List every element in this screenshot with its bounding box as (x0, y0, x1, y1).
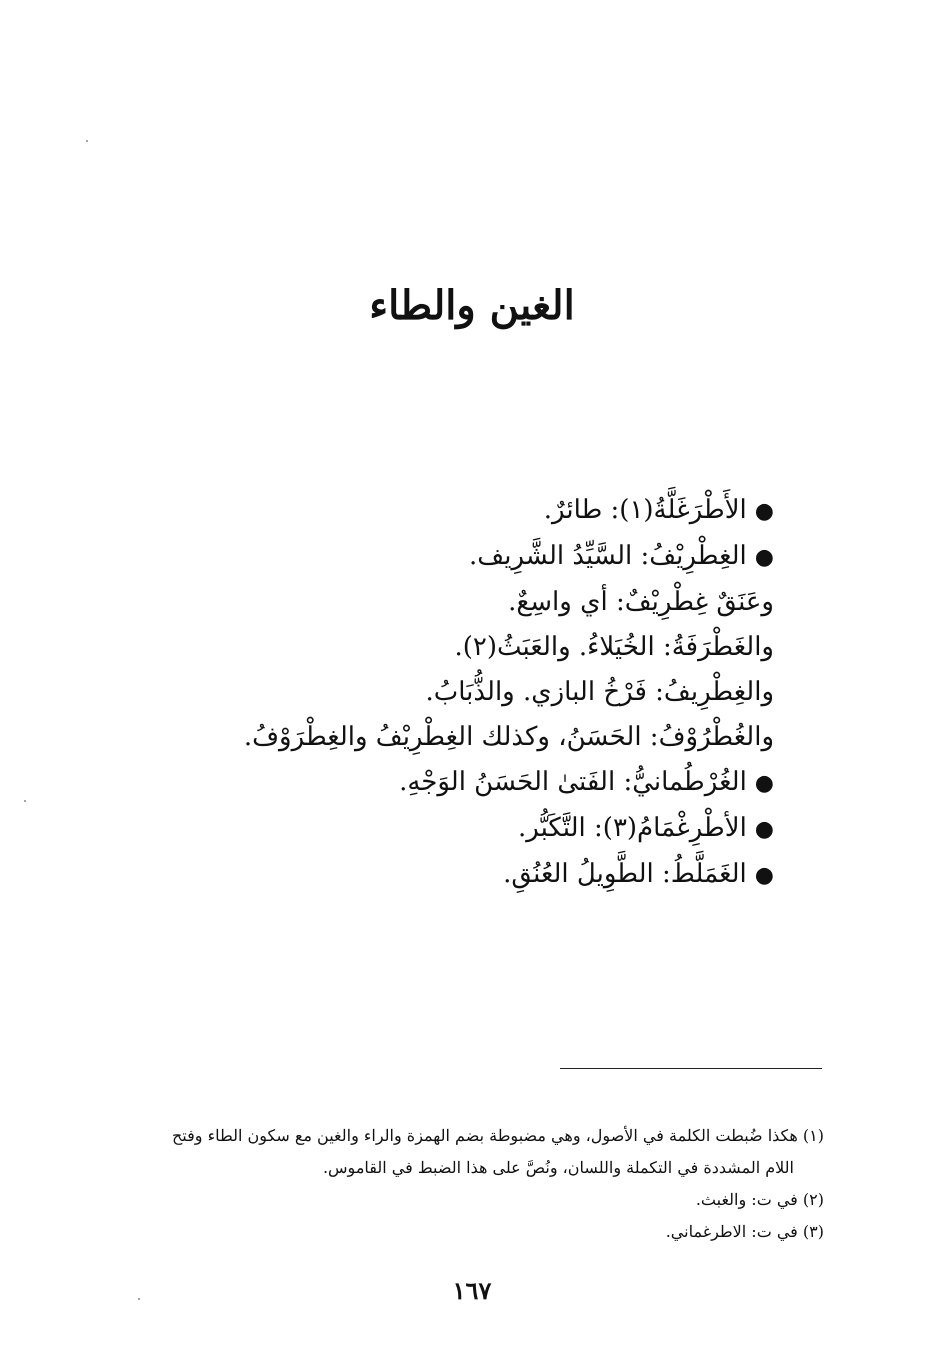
bullet-icon: ● (754, 817, 774, 842)
dictionary-entries (214, 488, 774, 898)
entry-2 (214, 534, 774, 580)
footnotes (108, 1120, 824, 1248)
entry-8 (214, 806, 774, 852)
page-number: ١٦٧ (452, 1276, 492, 1305)
entry-text: والغِطْرِيفُ: فَرْخُ البازي. والذُّبَابُ. (425, 677, 774, 707)
entry-3 (214, 580, 774, 625)
entry-5 (214, 670, 774, 715)
bullet-icon: ● (754, 499, 774, 524)
scan-speck (86, 140, 88, 142)
entry-text: والغَطْرَفَةُ: الخُيَلاءُ. والعَبَثُ(٢). (454, 632, 774, 662)
entry-text: وعَنَقٌ غِطْرِيْفٌ: أي واسِعٌ. (508, 587, 774, 617)
entry-text: الغِطْرِيْفُ: السَّيِّدُ الشَّرِيف. (469, 541, 747, 571)
entry-text: الأطْرِغْمَامُ(٣): التَّكَبُّر. (517, 813, 747, 843)
scan-speck (138, 1298, 140, 1300)
chapter-title: الغين والطاء (369, 282, 575, 329)
scan-speck (24, 800, 26, 802)
bullet-icon: ● (754, 771, 774, 796)
footnote-2: (٢) في ت: والغبث. (695, 1190, 824, 1209)
footnote-1-continued: اللام المشددة في التكملة واللسان، ونُصَّ على هذا الضبط في القاموس. (322, 1158, 794, 1177)
footnote-1: (١) هكذا ضُبطت الكلمة في الأصول، وهي مضبوطة بضم الهمزة والراء والغين مع سكون الطاء وفتح (171, 1126, 824, 1145)
entry-7 (214, 760, 774, 806)
entry-text: الغُرْطُمانيُّ: الفَتىٰ الحَسَنُ الوَجْهِ. (399, 767, 747, 797)
entry-text: والغُطْرُوْفُ: الحَسَنُ، وكذلك الغِطْرِيْفُ والغِطْرَوْفُ. (243, 722, 774, 752)
footnote-3: (٣) في ت: الاطرغماني. (665, 1222, 824, 1241)
entry-4 (214, 625, 774, 670)
entry-9 (214, 852, 774, 898)
entry-text: الأَطْرَغَلَّةُ(١): طائرٌ. (543, 495, 747, 525)
entry-text: الغَمَلَّطُ: الطَّوِيلُ العُنُقِ. (503, 859, 747, 889)
bullet-icon: ● (754, 545, 774, 570)
bullet-icon: ● (754, 863, 774, 888)
footnote-divider (560, 1068, 822, 1069)
entry-1 (214, 488, 774, 534)
entry-6 (214, 715, 774, 760)
